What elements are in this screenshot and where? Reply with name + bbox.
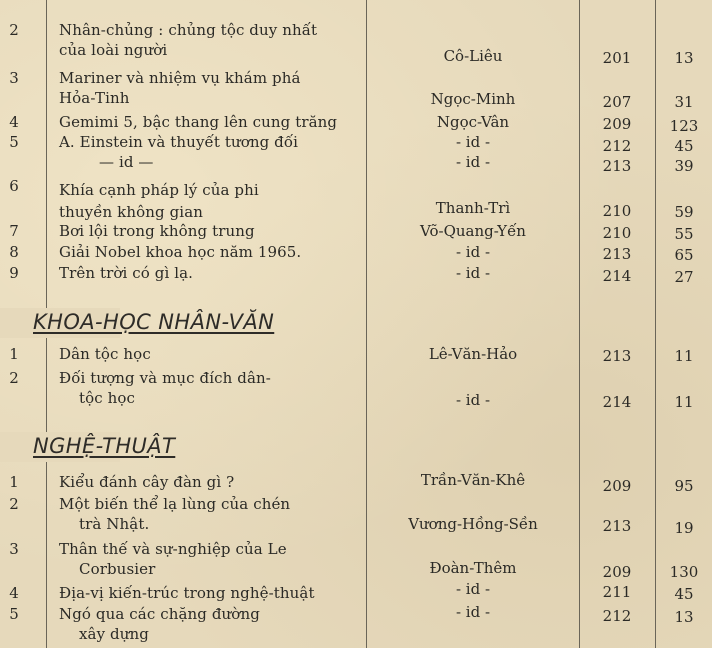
entry-issue: 214 [602, 393, 632, 411]
entry-title [59, 20, 359, 60]
entry-number: 2 [9, 495, 19, 513]
entry-title [59, 368, 359, 408]
entry-issue: 201 [602, 49, 632, 67]
entry-title-line: Dân tộc học [59, 345, 151, 363]
entry-author: - id - [455, 580, 491, 598]
entry-title [59, 539, 359, 579]
entry-title-line: thuyền không gian [59, 203, 203, 221]
entry-number: 1 [9, 473, 19, 491]
entry-title [59, 263, 359, 283]
entry-title [59, 221, 359, 241]
entry-issue: 207 [602, 93, 632, 111]
entry-issue: 213 [602, 347, 632, 365]
entry-title [59, 112, 359, 132]
entry-page: 11 [674, 393, 694, 411]
entry-issue: 213 [602, 245, 632, 263]
entry-page: 95 [674, 477, 694, 495]
entry-author: Lê-Văn-Hảo [428, 345, 518, 363]
entry-title [59, 242, 359, 262]
entry-title [59, 132, 359, 172]
entry-author: - id - [455, 391, 491, 409]
entry-number: 4 [9, 113, 19, 131]
entry-title-line: Mariner và nhiệm vụ khám phá [59, 69, 301, 87]
entry-number: 3 [9, 540, 19, 558]
entry-page: 11 [674, 347, 694, 365]
entry-title-line: — id — [99, 153, 154, 171]
entry-title [59, 583, 359, 603]
entry-title-line: của loài người [59, 41, 168, 59]
entry-issue: 210 [602, 202, 632, 220]
entry-title-line: tộc học [79, 389, 136, 407]
entry-page: 65 [674, 246, 694, 264]
entry-issue: 214 [602, 267, 632, 285]
entry-title-line: Khía cạnh pháp lý của phi [59, 181, 259, 199]
entry-title-line: A. Einstein và thuyết tương đối [59, 133, 299, 151]
entry-page: 123 [669, 117, 699, 135]
entry-title-line: Corbusier [79, 560, 156, 578]
entry-number: 8 [9, 243, 19, 261]
entry-author: - id - [455, 133, 491, 151]
entry-page: 45 [674, 585, 694, 603]
entry-page: 55 [674, 225, 694, 243]
entry-title-line: Trên trời có gì lạ. [59, 264, 194, 282]
entry-number: 9 [9, 264, 19, 282]
entry-title [59, 68, 359, 108]
entry-author: Ngọc-Minh [430, 90, 516, 108]
column-rule-2 [366, 0, 367, 648]
entry-author: Cô-Liêu [443, 47, 503, 65]
entry-author: Thanh-Trì [435, 199, 511, 217]
entry-number: 5 [9, 133, 19, 151]
entry-title-line: Giải Nobel khoa học năm 1965. [59, 243, 302, 261]
entry-title-line: Đối tượng và mục đích dân- [59, 369, 271, 387]
entry-title-line: xây dựng [79, 625, 149, 643]
entry-title-line: Thân thế và sự-nghiệp của Le [59, 540, 287, 558]
entry-page: 31 [674, 93, 694, 111]
entry-title-line: Một biến thể lạ lùng của chén [59, 495, 291, 513]
entry-title [59, 472, 359, 492]
entry-page: 39 [674, 157, 694, 175]
entry-page: 13 [674, 49, 694, 67]
entry-title-line: Gemimi 5, bậc thang lên cung trăng [59, 113, 338, 131]
entry-number: 2 [9, 369, 19, 387]
entry-page: 59 [674, 203, 694, 221]
entry-title [59, 344, 359, 364]
entry-number: 4 [9, 584, 19, 602]
entry-number: 6 [9, 177, 19, 195]
entry-title [59, 494, 359, 534]
entry-title-line: Hỏa-Tinh [59, 89, 130, 107]
entry-author: - id - [455, 603, 491, 621]
entry-title [59, 604, 359, 644]
entry-issue: 212 [602, 137, 632, 155]
entry-number: 2 [9, 21, 19, 39]
entry-author: Võ-Quang-Yến [420, 222, 526, 240]
entry-author: - id - [455, 153, 491, 171]
section-heading: NGHỆ-THUẬT [33, 434, 176, 458]
entry-author: - id - [455, 264, 491, 282]
entry-issue: 212 [602, 607, 632, 625]
entry-issue: 209 [602, 115, 632, 133]
entry-author: Vương-Hồng-Sền [408, 515, 538, 533]
entry-issue: 210 [602, 224, 632, 242]
entry-number: 7 [9, 222, 19, 240]
entry-issue: 209 [602, 563, 632, 581]
entry-title-line: Kiểu đánh cây đàn gì ? [59, 473, 235, 491]
entry-page: 13 [674, 608, 694, 626]
entry-issue: 213 [602, 517, 632, 535]
entry-title-line: trà Nhật. [79, 515, 150, 533]
entry-issue: 209 [602, 477, 632, 495]
entry-page: 130 [669, 563, 699, 581]
entry-issue: 211 [602, 583, 632, 601]
entry-title-line: Địa-vị kiến-trúc trong nghệ-thuật [59, 584, 315, 602]
section-heading: KHOA-HỌC NHÂN-VĂN [33, 310, 275, 334]
entry-number: 3 [9, 69, 19, 87]
entry-author: - id - [455, 243, 491, 261]
entry-title-line: Nhân-chủng : chủng tộc duy nhất [59, 21, 318, 39]
entry-page: 19 [674, 519, 694, 537]
entry-author: Đoàn-Thêm [429, 559, 517, 577]
entry-title-line: Ngó qua các chặng đường [59, 605, 260, 623]
entry-page: 27 [674, 268, 694, 286]
entry-number: 5 [9, 605, 19, 623]
entry-author: Ngọc-Vân [436, 113, 510, 131]
entry-issue: 213 [602, 157, 632, 175]
entry-number: 1 [9, 345, 19, 363]
entry-page: 45 [674, 137, 694, 155]
entry-title-line: Bơi lội trong không trung [59, 222, 255, 240]
entry-title [59, 180, 359, 222]
entry-author: Trần-Văn-Khê [420, 471, 526, 489]
